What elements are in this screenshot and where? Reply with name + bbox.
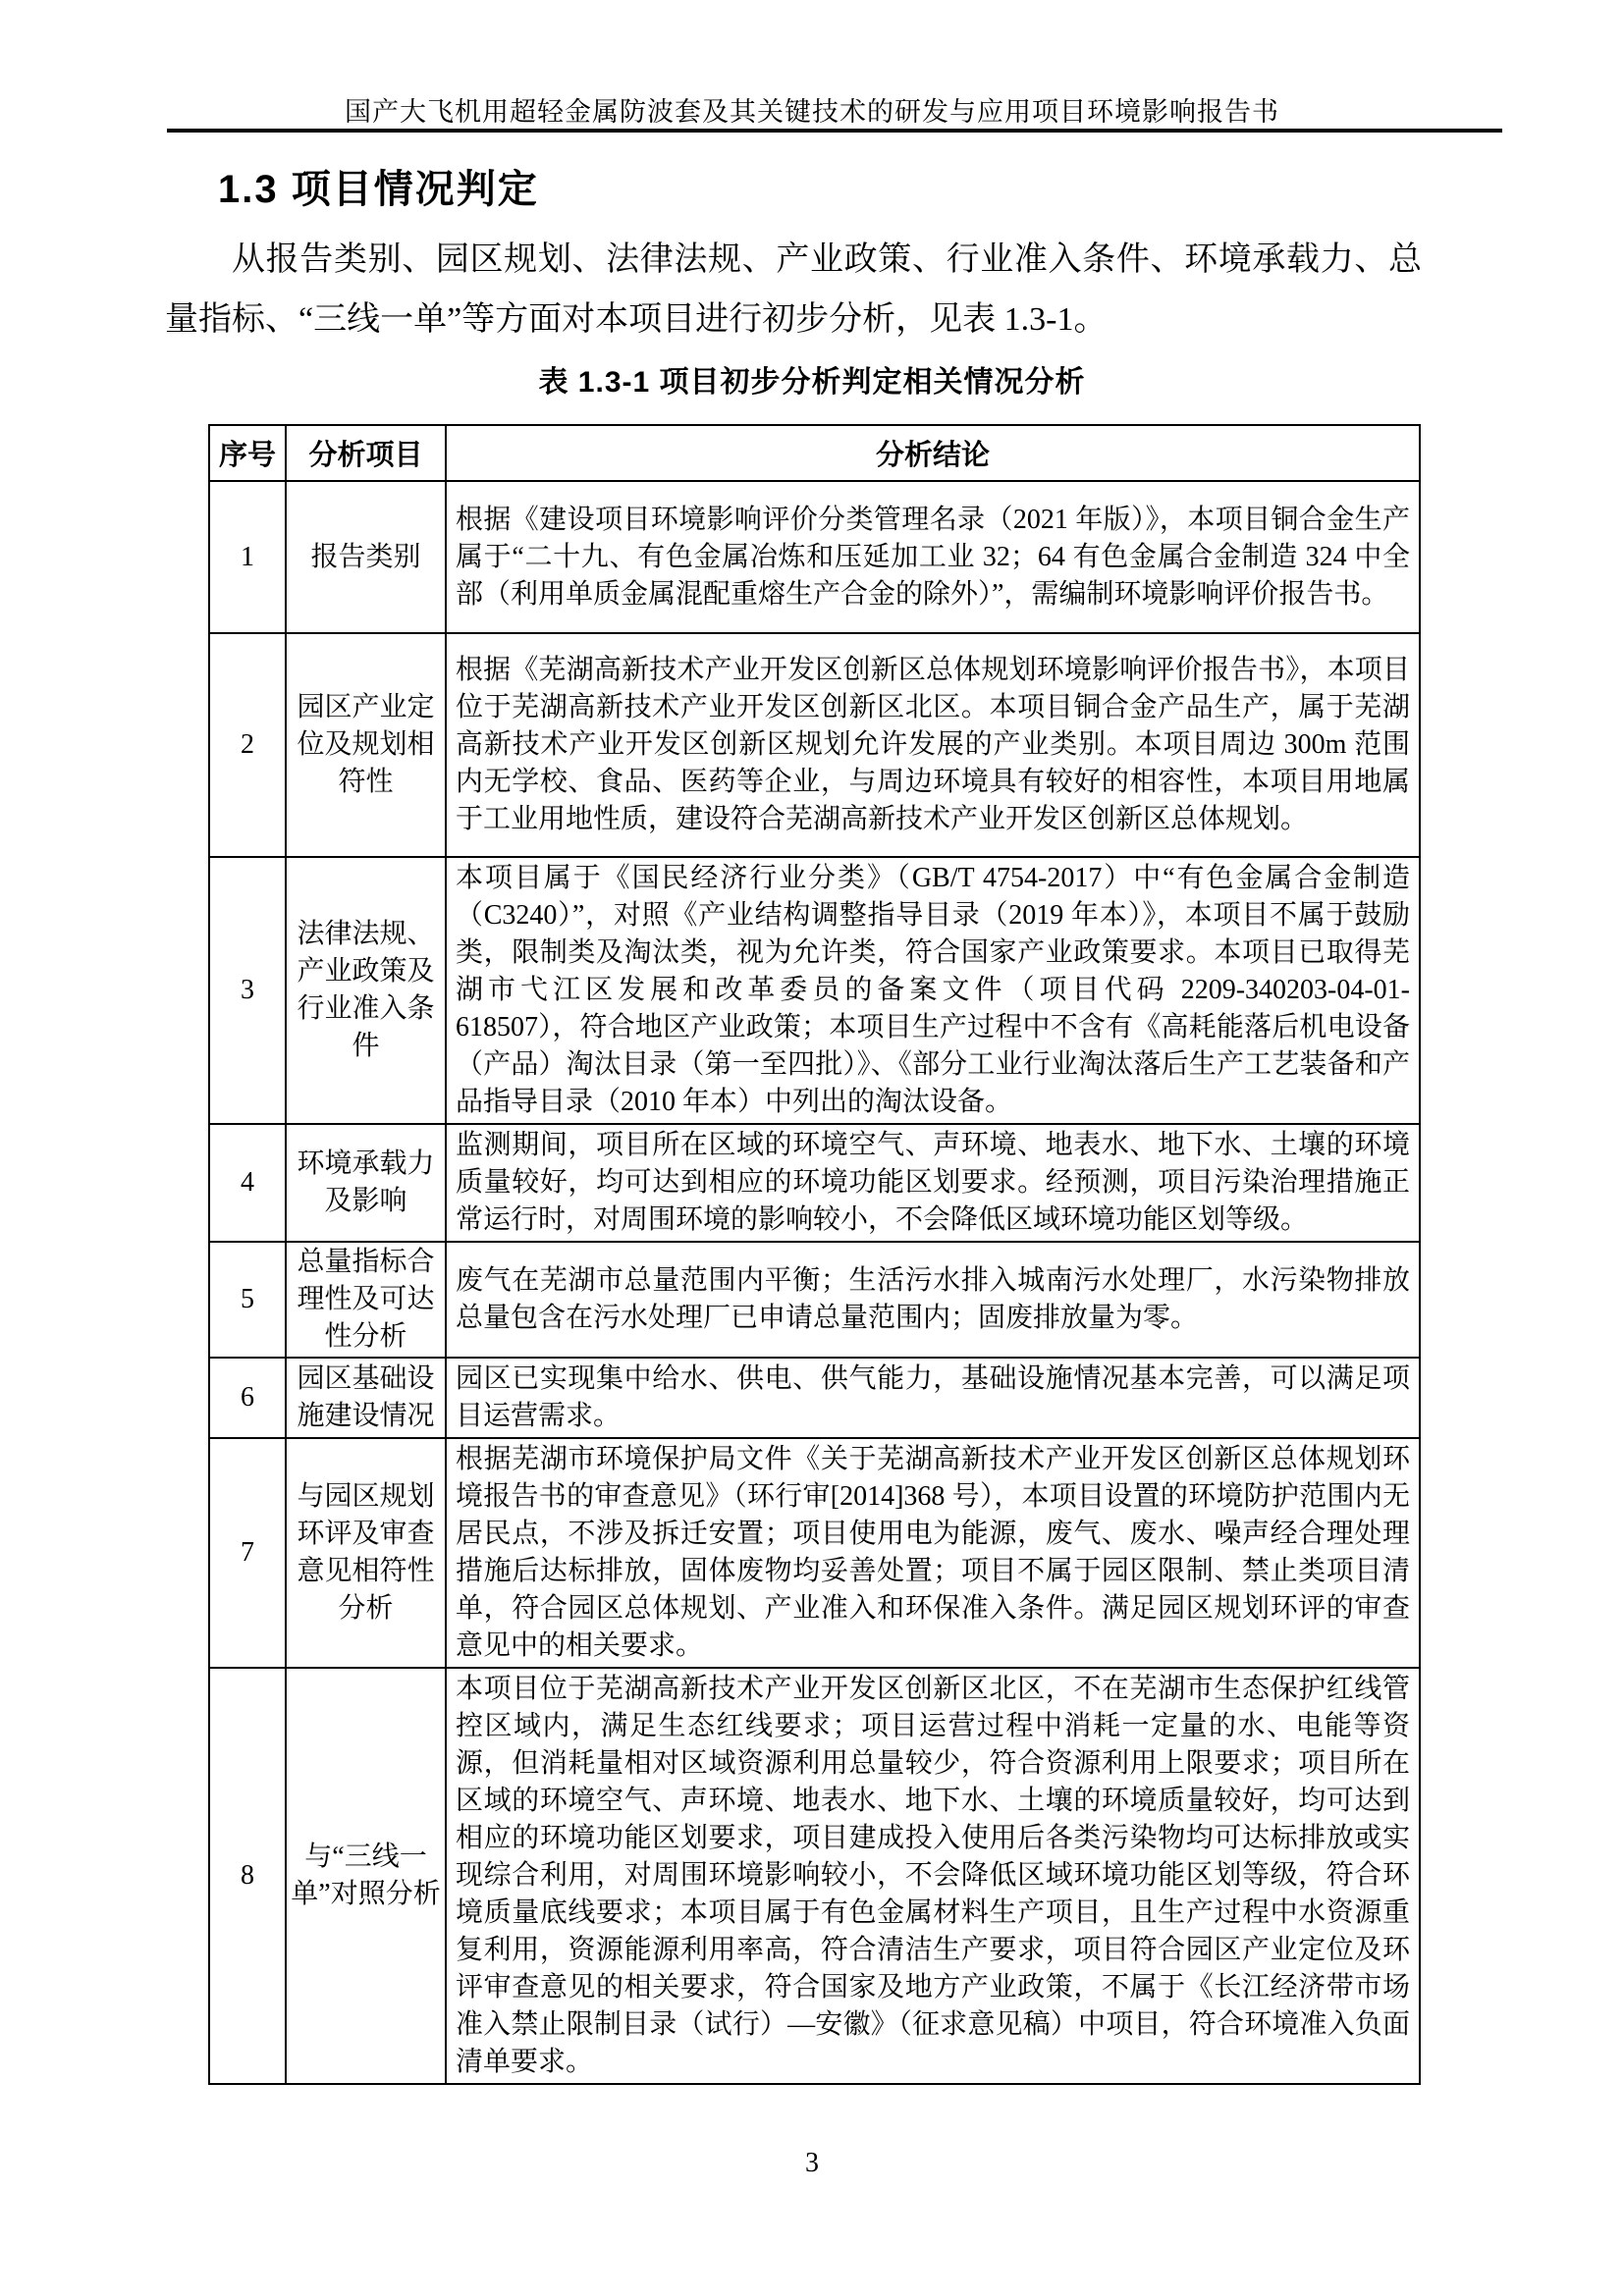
row-conclusion: 根据《建设项目环境影响评价分类管理名录（2021 年版）》，本项目铜合金生产属于“二十九、有色金属冶炼和压延加工业 32；64 有色金属合金制造 324 中全部（利用单质金属混配重熔生产合金的除外）”，需编制环境影响评价报告书。 [446, 481, 1420, 633]
row-conclusion: 根据芜湖市环境保护局文件《关于芜湖高新技术产业开发区创新区总体规划环境报告书的审查意见》（环行审[2014]368 号），本项目设置的环境防护范围内无居民点，不涉及拆迁安置；项目使用电为能源，废气、废水、噪声经合理处理措施后达标排放，固体废物均妥善处置；项目不属于园区限制、禁止类项目清单，符合园区总体规划、产业准入和环保准入条件。满足园区规划环评的审查意见中的相关要求。 [446, 1438, 1420, 1668]
row-conclusion: 废气在芜湖市总量范围内平衡；生活污水排入城南污水处理厂，水污染物排放总量包含在污水处理厂已申请总量范围内；固废排放量为零。 [446, 1242, 1420, 1358]
table-row [209, 1668, 1420, 2084]
table-row [209, 857, 1420, 1124]
row-no: 2 [209, 633, 286, 857]
row-conclusion: 根据《芜湖高新技术产业开发区创新区总体规划环境影响评价报告书》，本项目位于芜湖高新技术产业开发区创新区北区。本项目铜合金产品生产，属于芜湖高新技术产业开发区创新区规划允许发展的产业类别。本项目周边 300m 范围内无学校、食品、医药等企业，与周边环境具有较好的相容性，本项目用地属于工业用地性质，建设符合芜湖高新技术产业开发区创新区总体规划。 [446, 633, 1420, 857]
row-item: 总量指标合理性及可达性分析 [286, 1242, 446, 1358]
row-no: 1 [209, 481, 286, 633]
row-item: 与“三线一单”对照分析 [286, 1668, 446, 2084]
row-no: 6 [209, 1358, 286, 1438]
row-item: 园区基础设施建设情况 [286, 1358, 446, 1438]
table-title: 表 1.3-1 项目初步分析判定相关情况分析 [538, 366, 1086, 399]
row-no: 5 [209, 1242, 286, 1358]
row-no: 3 [209, 857, 286, 1124]
row-no: 7 [209, 1438, 286, 1668]
table-row [209, 481, 1420, 633]
row-conclusion: 监测期间，项目所在区域的环境空气、声环境、地表水、地下水、土壤的环境质量较好，均可达到相应的环境功能区划要求。经预测，项目污染治理措施正常运行时，对周围环境的影响较小，不会降低区域环境功能区划等级。 [446, 1124, 1420, 1242]
table-row [209, 1438, 1420, 1668]
table-row [209, 1358, 1420, 1438]
header-cell-item: 分析项目 [286, 425, 446, 481]
table-header-row [209, 425, 1420, 481]
row-no: 8 [209, 1668, 286, 2084]
row-item: 与园区规划环评及审查意见相符性分析 [286, 1438, 446, 1668]
section-heading: 1.3 项目情况判定 [218, 168, 539, 211]
header-divider-rule [167, 129, 1502, 133]
row-no: 4 [209, 1124, 286, 1242]
row-conclusion: 本项目属于《国民经济行业分类》（GB/T 4754-2017）中“有色金属合金制造（C3240）”，对照《产业结构调整指导目录（2019 年本）》，本项目不属于鼓励类，限制类及淘汰类，视为允许类，符合国家产业政策要求。本项目已取得芜湖市弋江区发展和改革委员的备案文件（项目代码 2209-340203-04-01-618507），符合地区产业政策；本项目生产过程中不含有《高耗能落后机电设备（产品）淘汰目录（第一至四批）》、《部分工业行业淘汰落后生产工艺装备和产品指导目录（2010 年本）中列出的淘汰设备。 [446, 857, 1420, 1124]
row-conclusion: 园区已实现集中给水、供电、供气能力，基础设施情况基本完善，可以满足项目运营需求。 [446, 1358, 1420, 1438]
intro-paragraph: 从报告类别、园区规划、法律法规、产业政策、行业准入条件、环境承载力、总量指标、“三线一单”等方面对本项目进行初步分析，见表 1.3-1。 [165, 241, 1422, 338]
table-row [209, 1124, 1420, 1242]
row-item: 报告类别 [286, 481, 446, 633]
page-number: 3 [805, 2148, 819, 2178]
row-item: 园区产业定位及规划相符性 [286, 633, 446, 857]
row-item: 环境承载力及影响 [286, 1124, 446, 1242]
header-cell-conclusion: 分析结论 [446, 425, 1420, 481]
document-header-title: 国产大飞机用超轻金属防波套及其关键技术的研发与应用项目环境影响报告书 [345, 97, 1279, 127]
analysis-table [208, 424, 1421, 2085]
table-row [209, 1242, 1420, 1358]
header-cell-no: 序号 [209, 425, 286, 481]
row-item: 法律法规、产业政策及行业准入条件 [286, 857, 446, 1124]
table-row [209, 633, 1420, 857]
row-conclusion: 本项目位于芜湖高新技术产业开发区创新区北区，不在芜湖市生态保护红线管控区域内，满足生态红线要求；项目运营过程中消耗一定量的水、电能等资源，但消耗量相对区域资源利用总量较少，符合资源利用上限要求；项目所在区域的环境空气、声环境、地表水、地下水、土壤的环境质量较好，均可达到相应的环境功能区划要求，项目建成投入使用后各类污染物均可达标排放或实现综合利用，对周围环境影响较小，不会降低区域环境功能区划等级，符合环境质量底线要求；本项目属于有色金属材料生产项目，且生产过程中水资源重复利用，资源能源利用率高，符合清洁生产要求，项目符合园区产业定位及环评审查意见的相关要求，符合国家及地方产业政策，不属于《长江经济带市场准入禁止限制目录（试行）—安徽》（征求意见稿）中项目，符合环境准入负面清单要求。 [446, 1668, 1420, 2084]
